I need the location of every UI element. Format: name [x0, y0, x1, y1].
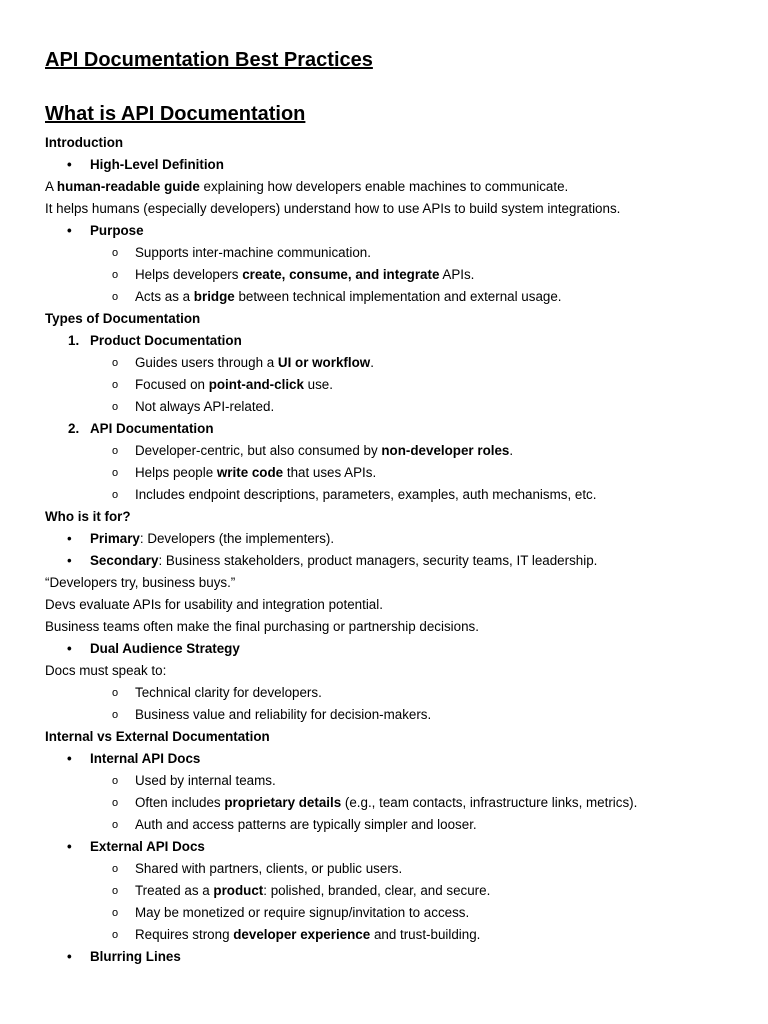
- sub-list-item: o Focused on point-and-click use.: [45, 374, 745, 396]
- sub-list-item: o May be monetized or require signup/invitation to access.: [45, 902, 745, 924]
- sub-list-item: o Auth and access patterns are typically simpler and looser.: [45, 814, 745, 836]
- circle-marker: o: [112, 247, 119, 259]
- sub-list-item: o Often includes proprietary details (e.g., team contacts, infrastructure links, metrics).: [45, 792, 745, 814]
- circle-marker: o: [112, 401, 119, 413]
- circle-marker: o: [112, 863, 119, 875]
- circle-marker: o: [112, 907, 119, 919]
- circle-marker: o: [112, 709, 119, 721]
- quote-line: “Developers try, business buys.”: [45, 575, 236, 590]
- sub-list-item: o Shared with partners, clients, or public users.: [45, 858, 745, 880]
- list-item: • Dual Audience Strategy: [45, 638, 745, 660]
- circle-marker: o: [112, 445, 119, 457]
- circle-marker: o: [112, 467, 119, 479]
- circle-marker: o: [112, 489, 119, 501]
- sub-list-item: o Business value and reliability for decision-makers.: [45, 704, 745, 726]
- sub-list-item: o Acts as a bridge between technical implementation and external usage.: [45, 286, 745, 308]
- document-title: API Documentation Best Practices: [45, 49, 373, 71]
- circle-marker: o: [112, 357, 119, 369]
- circle-marker: o: [112, 687, 119, 699]
- paragraph: Business teams often make the final purchasing or partnership decisions.: [45, 619, 479, 634]
- bullet-marker: •: [67, 157, 72, 172]
- heading-introduction: Introduction: [45, 135, 124, 150]
- bullet-marker: •: [67, 751, 72, 766]
- circle-marker: o: [112, 291, 119, 303]
- bullet-marker: •: [67, 223, 72, 238]
- sub-list-item: o Developer-centric, but also consumed by non-developer roles.: [45, 440, 745, 462]
- bullet-marker: •: [67, 641, 72, 656]
- heading-types-of-documentation: Types of Documentation: [45, 311, 201, 326]
- number-marker: 2.: [68, 421, 80, 436]
- heading-who-is-it-for: Who is it for?: [45, 509, 131, 524]
- number-marker: 1.: [68, 333, 80, 348]
- sub-list-item: o Technical clarity for developers.: [45, 682, 745, 704]
- sub-list-item: o Helps people write code that uses APIs.: [45, 462, 745, 484]
- list-item: • High-Level Definition: [45, 154, 745, 176]
- sub-list-item: o Treated as a product: polished, branded, clear, and secure.: [45, 880, 745, 902]
- heading-internal-vs-external: Internal vs External Documentation: [45, 729, 270, 744]
- circle-marker: o: [112, 775, 119, 787]
- numbered-item: 2. API Documentation: [45, 418, 745, 440]
- bullet-marker: •: [67, 531, 72, 546]
- circle-marker: o: [112, 379, 119, 391]
- circle-marker: o: [112, 269, 119, 281]
- circle-marker: o: [112, 929, 119, 941]
- sub-list-item: o Not always API-related.: [45, 396, 745, 418]
- sub-list-item: o Includes endpoint descriptions, parameters, examples, auth mechanisms, etc.: [45, 484, 745, 506]
- paragraph: Docs must speak to:: [45, 663, 167, 678]
- sub-list-item: o Supports inter-machine communication.: [45, 242, 745, 264]
- circle-marker: o: [112, 885, 119, 897]
- paragraph: A human-readable guide explaining how developers enable machines to communicate.: [45, 179, 569, 194]
- list-item: • Primary: Developers (the implementers).: [45, 528, 745, 550]
- bullet-marker: •: [67, 949, 72, 964]
- circle-marker: o: [112, 797, 119, 809]
- paragraph: It helps humans (especially developers) understand how to use APIs to build system integrations.: [45, 201, 621, 216]
- list-item: • External API Docs: [45, 836, 745, 858]
- list-item: • Purpose: [45, 220, 745, 242]
- bullet-marker: •: [67, 553, 72, 568]
- sub-list-item: o Used by internal teams.: [45, 770, 745, 792]
- document-page: [45, 46, 745, 968]
- circle-marker: o: [112, 819, 119, 831]
- list-item: • Secondary: Business stakeholders, product managers, security teams, IT leadership.: [45, 550, 745, 572]
- sub-list-item: o Guides users through a UI or workflow.: [45, 352, 745, 374]
- section-title: What is API Documentation: [45, 103, 306, 125]
- paragraph: Devs evaluate APIs for usability and integration potential.: [45, 597, 383, 612]
- list-item: • Internal API Docs: [45, 748, 745, 770]
- bullet-marker: •: [67, 839, 72, 854]
- numbered-item: 1. Product Documentation: [45, 330, 745, 352]
- list-item: • Blurring Lines: [45, 946, 745, 968]
- sub-list-item: o Requires strong developer experience and trust-building.: [45, 924, 745, 946]
- sub-list-item: o Helps developers create, consume, and integrate APIs.: [45, 264, 745, 286]
